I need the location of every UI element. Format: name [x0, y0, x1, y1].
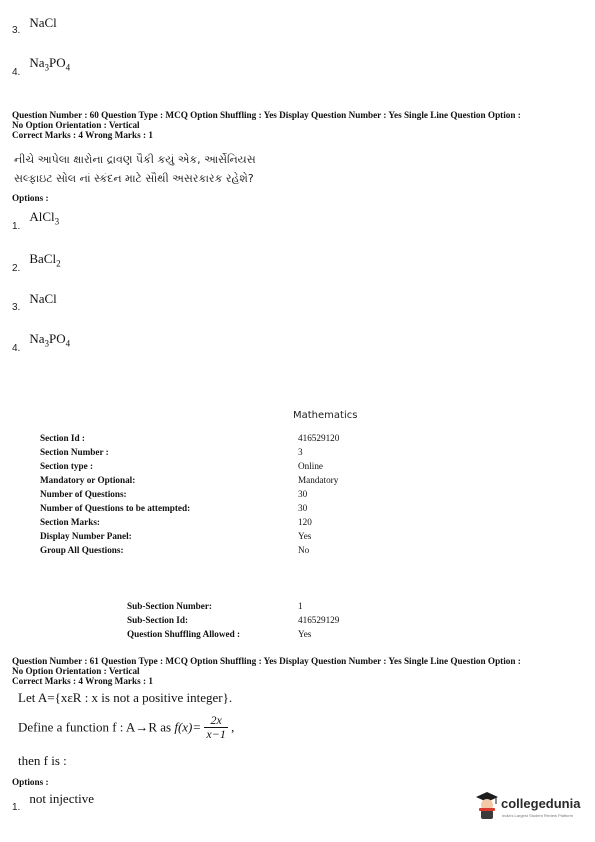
q61-line1: Let A={xεR : x is not a positive integer}.	[18, 690, 233, 705]
section-row-value: 30	[298, 503, 308, 513]
q60-header-line2: No Option Orientation : Vertical	[12, 120, 140, 130]
fraction-numerator: 2x	[204, 714, 227, 728]
q61-line2-prefix: Define a function f : A→R as	[18, 719, 175, 735]
option-value: BaCl$_2$	[29, 251, 61, 269]
option-number: 2.	[12, 263, 21, 274]
option-value: $Na_3PO_4$	[29, 55, 71, 73]
q60-header-line1: Question Number : 60 Question Type : MCQ Option Shuffling : Yes Display Question Number : Yes Single Line Question Option :	[12, 110, 521, 120]
section-row: Display Number Panel:	[40, 531, 132, 541]
option-value: not injective	[29, 791, 94, 806]
graduate-mascot-icon	[474, 790, 500, 825]
top-option-3	[12, 14, 57, 36]
section-row: Section Number :	[40, 447, 109, 457]
option-value: AlCl$_3$	[29, 209, 60, 227]
section-title: Mathematics	[293, 410, 358, 421]
option-value: NaCl	[29, 291, 57, 306]
q61-header-line2: No Option Orientation : Vertical	[12, 666, 140, 676]
collegedunia-logo	[474, 790, 589, 822]
section-row-value: 3	[298, 447, 303, 457]
section-row: Number of Questions:	[40, 489, 127, 499]
option-value: $Na_3PO_4$	[29, 331, 71, 349]
q61-option-1[interactable]	[12, 790, 94, 813]
section-row: Group All Questions:	[40, 545, 124, 555]
logo-name: collegedunia	[501, 796, 581, 811]
q61-header	[12, 656, 587, 686]
option-number: 3.	[12, 25, 21, 36]
subsection-row-value: 416529129	[298, 615, 340, 625]
subsection-row: Question Shuffling Allowed :	[127, 629, 241, 639]
q61-marks: Correct Marks : 4 Wrong Marks : 1	[12, 676, 153, 686]
section-row-value: Online	[298, 461, 324, 471]
section-row: Number of Questions to be attempted:	[40, 503, 191, 513]
q60-text-line1: નીચે આપેલા ક્ષારોના દ્રાવણ પૈકી કયું એક, આર્સેનિયસ	[14, 153, 256, 166]
q60-option-1[interactable]	[12, 208, 60, 232]
q61-fx: f(x)=	[174, 719, 202, 735]
q61-line3: then f is :	[18, 753, 67, 768]
q60-header	[12, 110, 587, 140]
subsection-row: Sub-Section Number:	[127, 601, 212, 611]
subsection-row-value: Yes	[298, 629, 312, 639]
option-number: 4.	[12, 343, 21, 354]
subsection-row: Sub-Section Id:	[127, 615, 189, 625]
q60-option-3[interactable]	[12, 290, 57, 313]
q60-option-4[interactable]	[12, 330, 71, 354]
option-value: NaCl	[29, 15, 57, 30]
section-row-value: Yes	[298, 531, 312, 541]
q60-option-2[interactable]	[12, 250, 61, 274]
section-row: Mandatory or Optional:	[40, 475, 136, 485]
q60-marks: Correct Marks : 4 Wrong Marks : 1	[12, 130, 153, 140]
q60-options-label: Options :	[12, 193, 49, 203]
q61-line2-suffix: ,	[231, 719, 235, 735]
option-number: 4.	[12, 67, 21, 78]
section-row: Section Id :	[40, 433, 85, 443]
section-row-value: 416529120	[298, 433, 340, 443]
section-row-value: 120	[298, 517, 312, 527]
q61-options-label: Options :	[12, 777, 49, 787]
top-option-4	[12, 54, 71, 78]
q60-question-text	[14, 150, 256, 188]
section-row-value: 30	[298, 489, 308, 499]
option-number: 1.	[12, 221, 21, 232]
q61-fraction	[204, 714, 227, 741]
q61-line2	[18, 714, 234, 741]
q60-text-line2: સલ્ફાઇટ સોલ નાં સ્કંદન માટે સૌથી અસરકારક રહેશે?	[14, 172, 254, 185]
section-row: Section type :	[40, 461, 94, 471]
section-row: Section Marks:	[40, 517, 100, 527]
section-row-value: Mandatory	[298, 475, 339, 485]
logo-tagline: India's Largest Student Review Platform	[502, 813, 574, 818]
fraction-denominator: x−1	[206, 727, 226, 741]
section-row-value: No	[298, 545, 310, 555]
option-number: 1.	[12, 802, 21, 813]
q61-header-line1: Question Number : 61 Question Type : MCQ Option Shuffling : Yes Display Question Number : Yes Single Line Question Option :	[12, 656, 521, 666]
subsection-row-value: 1	[298, 601, 303, 611]
option-number: 3.	[12, 302, 21, 313]
